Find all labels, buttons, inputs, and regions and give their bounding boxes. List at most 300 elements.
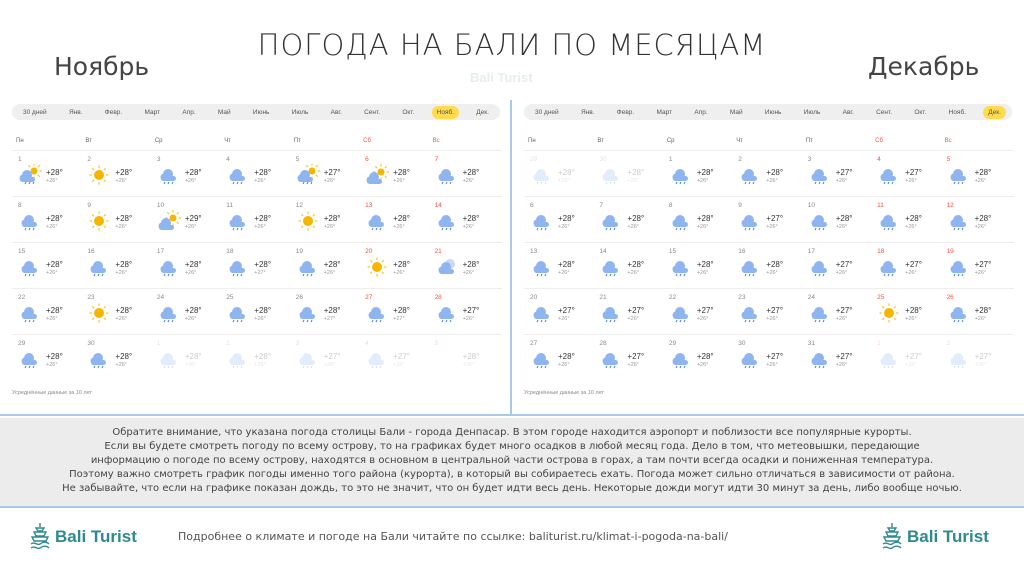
- day-temp: +28°: [393, 306, 410, 315]
- night-temp: +26°: [254, 316, 266, 322]
- day-cell[interactable]: [945, 197, 1014, 242]
- day-number: 28: [599, 340, 607, 347]
- day-cell[interactable]: [155, 335, 224, 380]
- day-number: 18: [877, 248, 885, 255]
- rain-weather-icon: [87, 348, 111, 370]
- day-cell[interactable]: [667, 243, 736, 288]
- night-temp: +26°: [905, 316, 917, 322]
- day-number: 25: [877, 294, 885, 301]
- tab-month[interactable]: Дек.: [983, 106, 1006, 119]
- tab-month[interactable]: Сент.: [876, 108, 893, 116]
- brand-logo: [28, 522, 137, 552]
- rain-weather-icon: [365, 348, 389, 370]
- day-temp: +27°: [905, 260, 922, 269]
- weekday-label: Сб: [363, 138, 371, 144]
- day-cell[interactable]: [806, 151, 875, 196]
- rain-weather-icon: [157, 164, 181, 186]
- day-cell[interactable]: [85, 151, 154, 196]
- rain-weather-icon: [599, 210, 623, 232]
- rain-weather-icon: [226, 348, 250, 370]
- day-number: 8: [18, 202, 22, 209]
- december-calendar: [512, 100, 1010, 410]
- weekday-label: Ср: [154, 138, 163, 144]
- weekday-label: Вт: [597, 138, 604, 144]
- tab-month[interactable]: Окт.: [914, 108, 927, 116]
- day-number: 27: [365, 294, 373, 301]
- day-cell[interactable]: [736, 151, 805, 196]
- day-cell[interactable]: [363, 197, 432, 242]
- day-number: 26: [946, 294, 954, 301]
- day-cell[interactable]: [945, 289, 1014, 334]
- rain-weather-icon: [18, 256, 42, 278]
- day-cell[interactable]: [363, 151, 432, 196]
- day-number: 1: [877, 340, 881, 347]
- day-cell[interactable]: [224, 151, 293, 196]
- day-cell[interactable]: [433, 243, 502, 288]
- tab-month[interactable]: Март: [144, 108, 161, 116]
- day-cell[interactable]: [945, 151, 1014, 196]
- day-cell[interactable]: [736, 243, 805, 288]
- day-cell[interactable]: [806, 335, 875, 380]
- night-temp: +26°: [462, 270, 475, 276]
- day-temp: +27°: [766, 306, 784, 315]
- day-number: 30: [599, 156, 607, 163]
- tab-month[interactable]: Февр.: [616, 108, 635, 116]
- night-temp: +26°: [558, 270, 570, 276]
- day-temp: +28°: [627, 168, 645, 177]
- day-temp: +28°: [46, 306, 63, 315]
- day-temp: +28°: [184, 306, 202, 315]
- day-cell[interactable]: [736, 289, 805, 334]
- night-temp: +26°: [323, 362, 336, 368]
- day-temp: +28°: [462, 168, 480, 177]
- day-temp: +28°: [462, 214, 480, 223]
- rain-weather-icon: [599, 256, 623, 278]
- rain-weather-icon: [669, 302, 693, 324]
- day-number: 7: [434, 156, 439, 163]
- day-temp: +28°: [835, 214, 853, 223]
- night-temp: +27°: [323, 316, 336, 322]
- rain-weather-icon: [669, 164, 693, 186]
- day-number: 30: [738, 340, 746, 347]
- day-number: 23: [738, 294, 746, 301]
- day-temp: +27°: [766, 352, 784, 361]
- day-cell[interactable]: [16, 335, 85, 380]
- tab-month[interactable]: Февр.: [104, 108, 123, 116]
- day-number: 20: [365, 248, 373, 255]
- day-temp: +28°: [46, 168, 63, 177]
- day-number: 15: [18, 248, 26, 255]
- rain-weather-icon: [808, 210, 832, 232]
- tab-month[interactable]: Нояб.: [432, 106, 459, 119]
- day-temp: +28°: [254, 214, 272, 223]
- day-temp: +28°: [115, 352, 133, 361]
- day-temp: +28°: [696, 214, 714, 223]
- day-cell[interactable]: [806, 289, 875, 334]
- tab-month[interactable]: Авг.: [330, 108, 342, 116]
- day-temp: +28°: [974, 306, 992, 315]
- tab-month[interactable]: Май: [217, 108, 231, 116]
- weekday-header: [12, 132, 502, 150]
- averaged-data-note: Усреднённые данные за 10 лет: [12, 390, 93, 396]
- day-temp: +28°: [696, 352, 714, 361]
- weekday-label: Пт: [805, 138, 813, 144]
- day-temp: +27°: [835, 260, 853, 269]
- night-temp: +26°: [46, 316, 58, 322]
- day-number: 27: [530, 340, 538, 347]
- night-temp: +26°: [835, 270, 848, 276]
- day-cell[interactable]: [667, 197, 736, 242]
- logo-text: Bali Turist: [55, 527, 137, 546]
- day-cell[interactable]: [433, 197, 502, 242]
- night-temp: +26°: [835, 316, 848, 322]
- night-temp: +26°: [696, 362, 709, 368]
- day-cell[interactable]: [85, 243, 154, 288]
- note-line: Не забывайте, что если на графике показан дождь, то это не значит, что он будет идти весь день. Некоторые дожди могут идти 30 минут за день, либо вообще ночью.: [62, 483, 962, 494]
- day-number: 2: [946, 340, 951, 347]
- day-cell[interactable]: [363, 335, 432, 380]
- day-temp: +28°: [558, 168, 575, 177]
- day-number: 7: [599, 202, 604, 209]
- day-temp: +28°: [323, 306, 341, 315]
- night-temp: +26°: [462, 178, 475, 184]
- rain-weather-icon: [599, 348, 623, 370]
- night-temp: +26°: [627, 178, 639, 184]
- rain-weather-icon: [947, 256, 971, 278]
- day-temp: +28°: [184, 260, 202, 269]
- rain-weather-icon: [435, 164, 459, 186]
- day-number: 10: [807, 202, 815, 209]
- day-temp: +27°: [766, 214, 784, 223]
- day-cell[interactable]: [528, 197, 597, 242]
- day-cell[interactable]: [528, 289, 597, 334]
- tab-month[interactable]: Июль: [803, 108, 821, 116]
- night-temp: +26°: [115, 270, 127, 276]
- rain-weather-icon: [738, 210, 762, 232]
- rain-weather-icon: [738, 302, 762, 324]
- night-temp: +26°: [323, 270, 336, 276]
- rain-weather-icon: [157, 302, 181, 324]
- calendar-grid: [12, 132, 502, 380]
- month-title-november: Ноябрь: [54, 52, 150, 81]
- calendar-week-row: [524, 242, 1014, 288]
- calendar-week-row: [524, 334, 1014, 380]
- averaged-data-note: Усреднённые данные за 10 лет: [524, 390, 605, 396]
- night-temp: +26°: [115, 316, 127, 322]
- tab-month[interactable]: Янв.: [68, 108, 83, 116]
- rain-weather-icon: [947, 302, 971, 324]
- day-temp: +28°: [46, 260, 63, 269]
- day-cell[interactable]: [155, 243, 224, 288]
- day-cell[interactable]: [363, 243, 432, 288]
- tab-month[interactable]: 30 дней: [535, 108, 559, 116]
- rain-weather-icon: [808, 348, 832, 370]
- rain-weather-icon: [738, 256, 762, 278]
- day-number: 25: [226, 294, 234, 301]
- night-temp: +26°: [393, 178, 405, 184]
- night-temp: +26°: [115, 224, 127, 230]
- day-cell[interactable]: [16, 151, 85, 196]
- day-number: 16: [87, 248, 95, 255]
- day-number: 9: [87, 202, 92, 209]
- day-temp: +28°: [393, 168, 410, 177]
- tab-month[interactable]: Апр.: [694, 108, 708, 116]
- calendar-week-row: [12, 242, 502, 288]
- tab-month[interactable]: Май: [729, 108, 743, 116]
- day-number: 1: [156, 340, 161, 347]
- day-cell[interactable]: [875, 151, 944, 196]
- day-number: 17: [807, 248, 815, 255]
- day-cell[interactable]: [363, 289, 432, 334]
- rain-weather-icon: [738, 348, 762, 370]
- day-cell[interactable]: [597, 289, 666, 334]
- day-cell[interactable]: [16, 289, 85, 334]
- day-cell[interactable]: [224, 289, 293, 334]
- day-temp: +27°: [835, 306, 853, 315]
- day-cell[interactable]: [85, 335, 154, 380]
- day-cell[interactable]: [155, 197, 224, 242]
- tab-month[interactable]: Янв.: [580, 108, 595, 116]
- day-temp: +28°: [974, 214, 992, 223]
- tab-month[interactable]: Нояб.: [948, 108, 966, 116]
- day-cell[interactable]: [597, 335, 666, 380]
- logo-text: Bali Turist: [907, 527, 989, 546]
- weekday-label: Вс: [944, 138, 952, 144]
- rain-weather-icon: [877, 256, 901, 278]
- day-number: 14: [599, 248, 607, 255]
- rain-weather-icon: [87, 256, 111, 278]
- night-temp: +26°: [766, 224, 778, 230]
- note-line: Обратите внимание, что указана погода столицы Бали - города Денпасар. В этом городе находится аэропорт и поблизости все популярные курорты.: [112, 427, 912, 438]
- rain-weather-icon: [530, 348, 554, 370]
- day-cell[interactable]: [736, 335, 805, 380]
- day-temp: +28°: [184, 352, 202, 361]
- day-number: 16: [738, 248, 746, 255]
- brand-logo: [880, 522, 989, 552]
- tab-month[interactable]: Март: [656, 108, 673, 116]
- night-temp: +26°: [905, 362, 917, 368]
- rain-weather-icon: [157, 256, 181, 278]
- day-cell[interactable]: [85, 197, 154, 242]
- day-temp: +27°: [462, 306, 480, 315]
- day-cell[interactable]: [224, 197, 293, 242]
- sun-weather-icon: [87, 210, 111, 232]
- partly-weather-icon: [365, 164, 389, 186]
- footer: [0, 518, 1024, 558]
- day-cell[interactable]: [667, 335, 736, 380]
- day-number: 6: [530, 202, 534, 209]
- day-temp: +27°: [393, 352, 410, 361]
- rain-weather-icon: [947, 210, 971, 232]
- night-temp: +26°: [254, 362, 266, 368]
- calendar-week-row: [12, 196, 502, 242]
- night-temp: +26°: [323, 178, 336, 184]
- calendar-week-row: [12, 334, 502, 380]
- temple-icon: [880, 522, 904, 552]
- day-number: 21: [599, 294, 607, 301]
- day-cell[interactable]: [667, 151, 736, 196]
- day-cell[interactable]: [597, 243, 666, 288]
- day-cell[interactable]: [597, 151, 666, 196]
- day-cell[interactable]: [294, 335, 363, 380]
- tab-month[interactable]: Июнь: [764, 108, 782, 116]
- day-cell[interactable]: [16, 197, 85, 242]
- night-temp: +26°: [766, 316, 778, 322]
- night-temp: +26°: [558, 362, 570, 368]
- day-number: 19: [946, 248, 954, 255]
- note-line: Поэтому важно смотреть график погоды именно того района (курорта), в который вы собираетесь ехать. Погода может сильно отличаться в зависимости от района.: [69, 469, 955, 480]
- empty-weather-icon: [435, 348, 459, 370]
- night-temp: +26°: [462, 224, 475, 230]
- day-number: 24: [807, 294, 815, 301]
- day-temp: +28°: [46, 214, 63, 223]
- tab-month[interactable]: Июнь: [252, 108, 270, 116]
- day-temp: +28°: [627, 214, 645, 223]
- day-cell[interactable]: [875, 197, 944, 242]
- night-temp: +26°: [254, 224, 266, 230]
- day-temp: +28°: [558, 260, 575, 269]
- day-number: 19: [295, 248, 303, 255]
- day-cell[interactable]: [224, 243, 293, 288]
- day-number: 1: [18, 156, 22, 163]
- tab-month[interactable]: Авг.: [842, 108, 854, 116]
- day-number: 4: [365, 340, 369, 347]
- sun-weather-icon: [365, 256, 389, 278]
- day-temp: +28°: [558, 352, 575, 361]
- day-number: 5: [946, 156, 951, 163]
- day-cell[interactable]: [597, 197, 666, 242]
- day-cell[interactable]: [85, 289, 154, 334]
- tab-month[interactable]: Июль: [291, 108, 309, 116]
- night-temp: +26°: [696, 270, 709, 276]
- divider: [0, 506, 1024, 508]
- day-cell[interactable]: [528, 243, 597, 288]
- night-temp: +26°: [627, 316, 639, 322]
- rain-weather-icon: [877, 348, 901, 370]
- day-cell[interactable]: [945, 243, 1014, 288]
- night-temp: +26°: [115, 362, 127, 368]
- night-temp: +26°: [558, 178, 570, 184]
- day-temp: +28°: [323, 214, 341, 223]
- day-number: 3: [295, 340, 300, 347]
- day-number: 10: [156, 202, 165, 209]
- day-cell[interactable]: [155, 151, 224, 196]
- day-cell[interactable]: [16, 243, 85, 288]
- footer-link-text[interactable]: Подробнее о климате и погоде на Бали читайте по ссылке: baliturist.ru/klimat-i-pogoda-na-bali/: [178, 530, 728, 543]
- watermark-logo: Bali Turist: [470, 70, 533, 85]
- day-cell[interactable]: [528, 151, 597, 196]
- day-number: 5: [295, 156, 300, 163]
- day-temp: +28°: [115, 214, 133, 223]
- day-cell[interactable]: [433, 151, 502, 196]
- day-number: 14: [434, 202, 442, 209]
- day-temp: +27°: [558, 306, 575, 315]
- night-temp: +26°: [462, 316, 475, 322]
- day-cell[interactable]: [875, 243, 944, 288]
- day-cell[interactable]: [806, 197, 875, 242]
- day-cell[interactable]: [294, 243, 363, 288]
- tab-month[interactable]: Апр.: [182, 108, 196, 116]
- night-temp: +26°: [974, 362, 987, 368]
- november-calendar: [0, 100, 498, 410]
- night-temp: +26°: [627, 270, 639, 276]
- night-temp: +26°: [696, 224, 709, 230]
- day-cell[interactable]: [433, 289, 502, 334]
- rain-weather-icon: [226, 302, 250, 324]
- rain-weather-icon: [947, 348, 971, 370]
- tab-month[interactable]: Дек.: [476, 108, 489, 116]
- day-number: 26: [295, 294, 303, 301]
- weekday-label: Сб: [875, 138, 883, 144]
- day-temp: +28°: [974, 168, 992, 177]
- night-temp: +26°: [558, 224, 570, 230]
- day-number: 24: [156, 294, 165, 301]
- calendar-week-row: [12, 150, 502, 196]
- rain-weather-icon: [435, 302, 459, 324]
- day-cell[interactable]: [945, 335, 1014, 380]
- rain-weather-icon: [808, 164, 832, 186]
- day-temp: +27°: [835, 352, 853, 361]
- tab-month[interactable]: Окт.: [402, 108, 415, 116]
- day-temp: +28°: [905, 214, 922, 223]
- day-number: 11: [877, 202, 884, 209]
- tab-month[interactable]: 30 дней: [23, 108, 47, 116]
- day-number: 22: [18, 294, 26, 301]
- rain-weather-icon: [18, 302, 42, 324]
- day-temp: +27°: [905, 352, 922, 361]
- night-temp: +26°: [115, 178, 127, 184]
- day-cell[interactable]: [294, 289, 363, 334]
- night-temp: +26°: [254, 178, 266, 184]
- day-cell[interactable]: [155, 289, 224, 334]
- day-cell[interactable]: [875, 335, 944, 380]
- day-temp: +28°: [696, 260, 714, 269]
- day-cell[interactable]: [294, 151, 363, 196]
- night-temp: +26°: [835, 178, 848, 184]
- day-cell[interactable]: [875, 289, 944, 334]
- day-cell[interactable]: [736, 197, 805, 242]
- tab-month[interactable]: Сент.: [364, 108, 381, 116]
- day-cell[interactable]: [528, 335, 597, 380]
- day-temp: +27°: [323, 168, 341, 177]
- day-cell[interactable]: [667, 289, 736, 334]
- partly-weather-icon: [157, 210, 181, 232]
- day-cell[interactable]: [433, 335, 502, 380]
- night-temp: +26°: [766, 178, 778, 184]
- rain-weather-icon: [365, 302, 389, 324]
- rain-weather-icon: [738, 164, 762, 186]
- night-temp: +26°: [46, 362, 58, 368]
- day-temp: +28°: [46, 352, 63, 361]
- day-temp: +27°: [627, 352, 645, 361]
- calendar-week-row: [524, 196, 1014, 242]
- night-temp: +27°: [393, 316, 405, 322]
- day-cell[interactable]: [294, 197, 363, 242]
- rain-weather-icon: [877, 210, 901, 232]
- day-number: 28: [434, 294, 442, 301]
- day-cell[interactable]: [224, 335, 293, 380]
- month-tabs: [524, 104, 1012, 120]
- month-title-december: Декабрь: [868, 52, 980, 81]
- weekday-label: Пн: [16, 138, 24, 144]
- night-temp: +26°: [835, 362, 848, 368]
- day-temp: +28°: [558, 214, 575, 223]
- rain-weather-icon: [669, 210, 693, 232]
- rain-weather-icon: [18, 210, 42, 232]
- day-temp: +28°: [393, 214, 410, 223]
- day-temp: +28°: [184, 168, 202, 177]
- day-cell[interactable]: [806, 243, 875, 288]
